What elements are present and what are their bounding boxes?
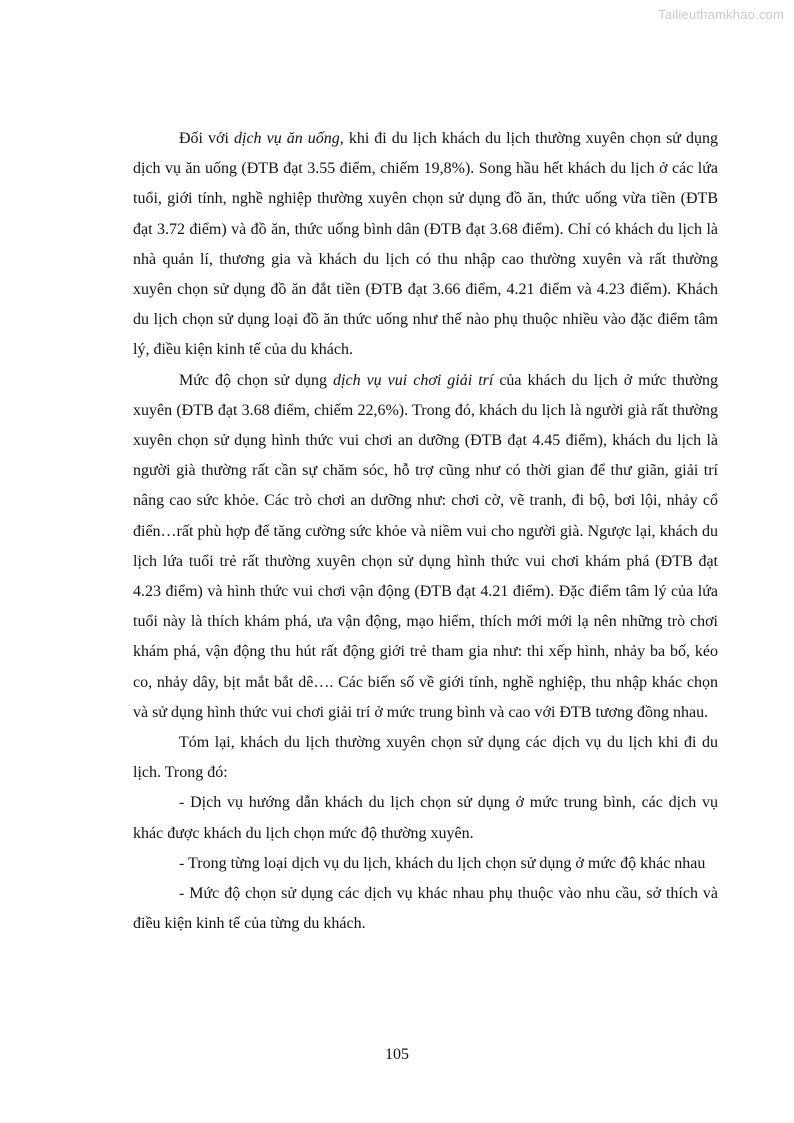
paragraph-text: Đối với [179, 130, 234, 147]
emphasis-text: dịch vụ vui chơi giải trí [333, 371, 494, 389]
page-number: 105 [385, 1046, 409, 1063]
paragraph-entertainment-service [133, 366, 718, 728]
watermark-text: Tailieuthamkhao.com [658, 7, 784, 22]
paragraph-text: , khi đi du lịch khách du lịch thường xuyên chọn sử dụng dịch vụ ăn uống (ĐTB đạt 3.55 điểm, chiếm 19,8%). Song hầu hết khách du lịch ở các lứa tuổi, giới tính, nghề nghiệp thường xuyên chọn sử dụng đồ ăn, thức uống vừa tiền (ĐTB đạt 3.72 điểm) và đồ ăn, thức uống bình dân (ĐTB đạt 3.68 điểm). Chỉ có khách du lịch là nhà quản lí, thương gia và khách du lịch có thu nhập cao thường xuyên và rất thường xuyên chọn sử dụng đồ ăn đắt tiền (ĐTB đạt 3.66 điểm, 4.21 điểm và 4.23 điểm). Khách du lịch chọn sử dụng loại đồ ăn thức uống như thế nào phụ thuộc nhiều vào đặc điểm tâm lý, điều kiện kinh tế của du khách. [133, 130, 719, 359]
list-item-guide-service: - Dịch vụ hướng dẫn khách du lịch chọn sử dụng ở mức trung bình, các dịch vụ khác được khách du lịch chọn mức độ thường xuyên. [133, 794, 718, 842]
document-body [133, 124, 718, 939]
paragraph-summary: Tóm lại, khách du lịch thường xuyên chọn sử dụng các dịch vụ du lịch khi đi du lịch. Trong đó: [133, 734, 718, 782]
emphasis-text: dịch vụ ăn uống [234, 130, 340, 147]
paragraph-text: Mức độ chọn sử dụng [179, 371, 334, 389]
list-item-usage-level: - Mức độ chọn sử dụng các dịch vụ khác nhau phụ thuộc vào nhu cầu, sở thích và điều kiện kinh tế của từng du khách. [133, 885, 718, 933]
list-item-service-types: - Trong từng loại dịch vụ du lịch, khách du lịch chọn sử dụng ở mức độ khác nhau [179, 854, 706, 872]
paragraph-food-service [133, 124, 718, 366]
paragraph-text: của khách du lịch ở mức thường xuyên (ĐTB đạt 3.68 điểm, chiếm 22,6%). Trong đó, khách du lịch là người già rất thường xuyên chọn sử dụng hình thức vui chơi an dưỡng (ĐTB đạt 4.45 điểm), khách du lịch là người già thường rất cần sự chăm sóc, hỗ trợ cũng như có thời gian để thư giãn, giải trí nâng cao sức khỏe. Các trò chơi an dưỡng như: chơi cờ, vẽ tranh, đi bộ, bơi lội, nhảy cổ điển…rất phù hợp để tăng cường sức khỏe và niềm vui cho người già. Ngược lại, khách du lịch lứa tuổi trẻ rất thường xuyên chọn sử dụng hình thức vui chơi khám phá (ĐTB đạt 4.23 điểm) và hình thức vui chơi vận động (ĐTB đạt 4.21 điểm). Đặc điểm tâm lý của lứa tuổi này là thích khám phá, ưa vận động, mạo hiểm, thích mới mới lạ nên những trò chơi khám phá, vận động thu hút rất động giới trẻ tham gia như: thi xếp hình, nhảy ba bố, kéo co, nhảy dây, bịt mắt bắt dê…. Các biến số về giới tính, nghề nghiệp, thu nhập khác chọn và sử dụng hình thức vui chơi giải trí ở mức trung bình và cao với ĐTB tương đồng nhau. [133, 371, 719, 721]
